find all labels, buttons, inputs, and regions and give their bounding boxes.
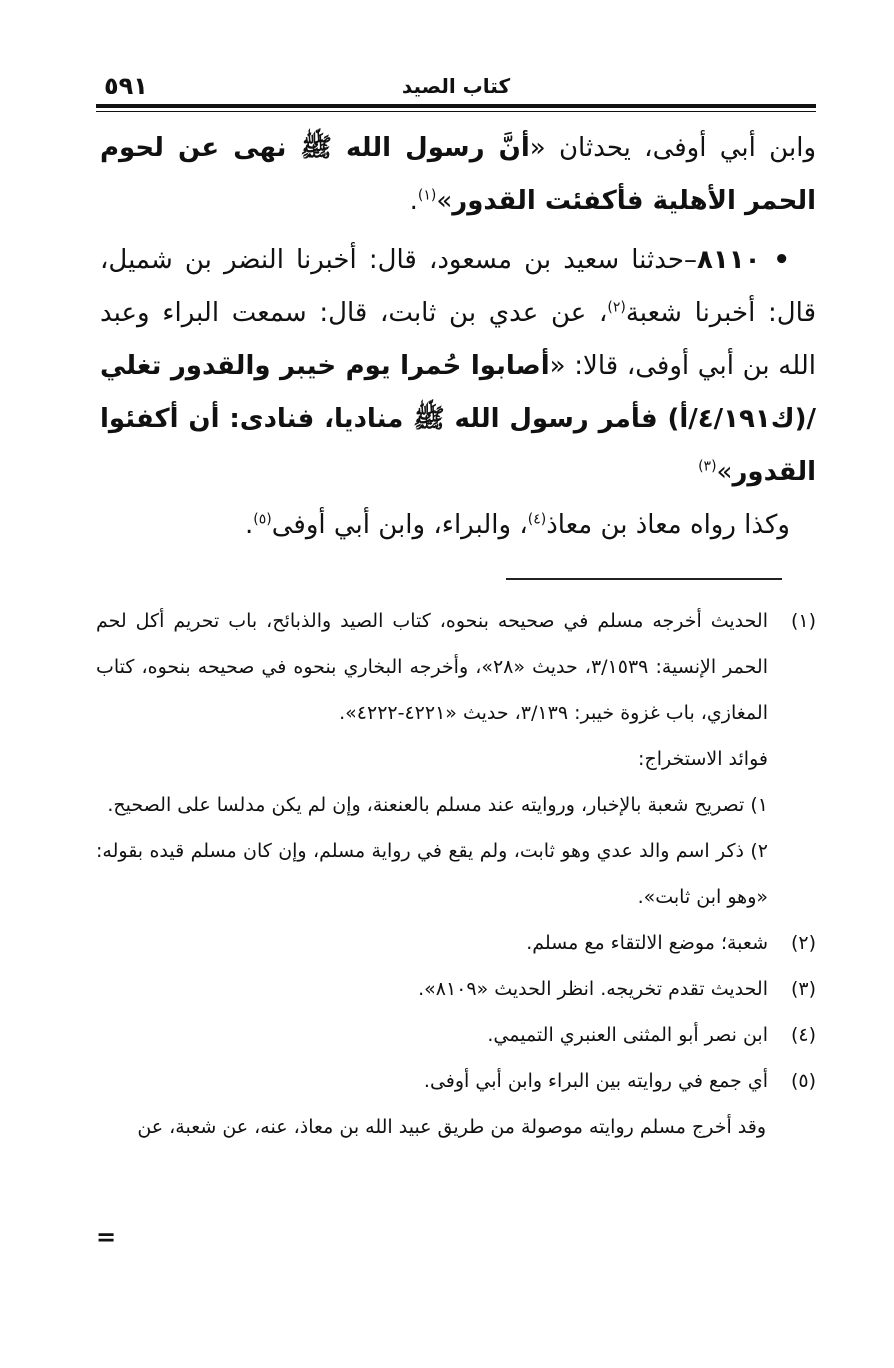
footnote-4 [96,1012,816,1058]
page-number: ٥٩١ [104,72,148,100]
footnote-ref[interactable]: (٤) [527,511,547,528]
narration-note: وكذا رواه معاذ بن معاذ$^{(٤)}$، والبراء، وابن أبي أوفى$^{(٥)}$. [244,510,790,540]
main-text [100,122,816,552]
footnote-ref[interactable]: (٢) [607,299,626,316]
hadith-number: ٨١١٠ [696,245,761,275]
footnote-continuation: وقد أخرج مسلم روايته موصولة من طريق عبيد الله بن معاذ، عنه، عن شعبة، عن [137,1116,766,1138]
hadith-8110: • ٨١١٠–حدثنا سعيد بن مسعود، قال: أخبرنا النضر بن شميل، قال: أخبرنا شعبة$^{(٢)}$، عن عدي بن ثابت، قال: سمعت البراء وعبد الله بن أبي أوفى، قالا: «أصابوا حُمرا يوم خيبر والقدور تغلي /(ك٤/١٩١/أ) فأمر رسول الله ﷺ مناديا، فنادى: أن أكفئوا القدور»$^{(٣)}$ [100,245,816,487]
hadith-bullet: • [760,245,791,275]
header-rule-thick [96,104,816,108]
hadith-matn: أنَّ رسول الله ﷺ نهى عن لحوم الحمر الأهلية فأكفئت القدور [100,133,816,216]
continuation-mark: = [96,1223,117,1251]
running-title: كتاب الصيد [401,74,511,98]
footnote-text: أي جمع في روايته بين البراء وابن أبي أوفى. [423,1070,768,1092]
hadith-continuation: وابن أبي أوفى، يحدثان «أنَّ رسول الله ﷺ نهى عن لحوم الحمر الأهلية فأكفئت القدور»$^{(١)}$. [100,133,816,216]
footnote-ref[interactable]: (٥) [253,511,272,528]
page-header [96,72,816,100]
footnote-mark: (٥) [790,1070,816,1092]
footnote-mark: (٤) [790,1024,816,1046]
footnote-5 [96,1058,816,1104]
footnote-separator [506,578,782,580]
manuscript-reference: /(ك٤/١٩١/أ) [657,404,816,434]
footnote-mark: (٣) [790,978,816,1000]
footnote-1 [96,598,816,920]
hadith-matn: أصابوا حُمرا يوم خيبر والقدور تغلي [100,351,550,381]
footnote-text: الحديث أخرجه مسلم في صحيحه بنحوه، كتاب الصيد والذبائح، باب تحريم أكل لحم الحمر الإنسية: ٣/١٥٣٩، حديث «٢٨»، وأخرجه البخاري بنحوه في صحيحه بنحوه، كتاب المغازي، باب غزوة خيبر: ٣/١٣٩، حديث «٤٢٢١-٤٢٢٢». [96,610,768,724]
footnote-subheading: فوائد الاستخراج: [638,748,768,770]
footnote-ref[interactable]: (١) [417,187,437,204]
footnote-text: الحديث تقدم تخريجه. انظر الحديث «٨١٠٩». [418,978,768,1000]
footnote-mark: (٢) [790,932,816,954]
hadith-matn: فأمر رسول الله ﷺ مناديا، فنادى: أن أكفئوا القدور [100,404,816,487]
footnote-mark: (١) [790,610,816,632]
footnote-3 [96,966,816,1012]
footnote-text: شعبة؛ موضع الالتقاء مع مسلم. [526,932,768,954]
footnote-2 [96,920,816,966]
footnotes [96,598,816,1150]
footnote-text: ابن نصر أبو المثنى العنبري التميمي. [487,1024,768,1046]
footnote-ref[interactable]: (٣) [698,458,717,475]
header-rule-thin [96,111,816,112]
footnote-point: ٢) ذكر اسم والد عدي وهو ثابت، ولم يقع في رواية مسلم، وإن كان مسلم قيده بقوله: «وهو ابن ثابت». [96,840,768,908]
footnote-point: ١) تصريح شعبة بالإخبار، وروايته عند مسلم بالعنعنة، وإن لم يكن مدلسا على الصحيح. [107,794,768,816]
